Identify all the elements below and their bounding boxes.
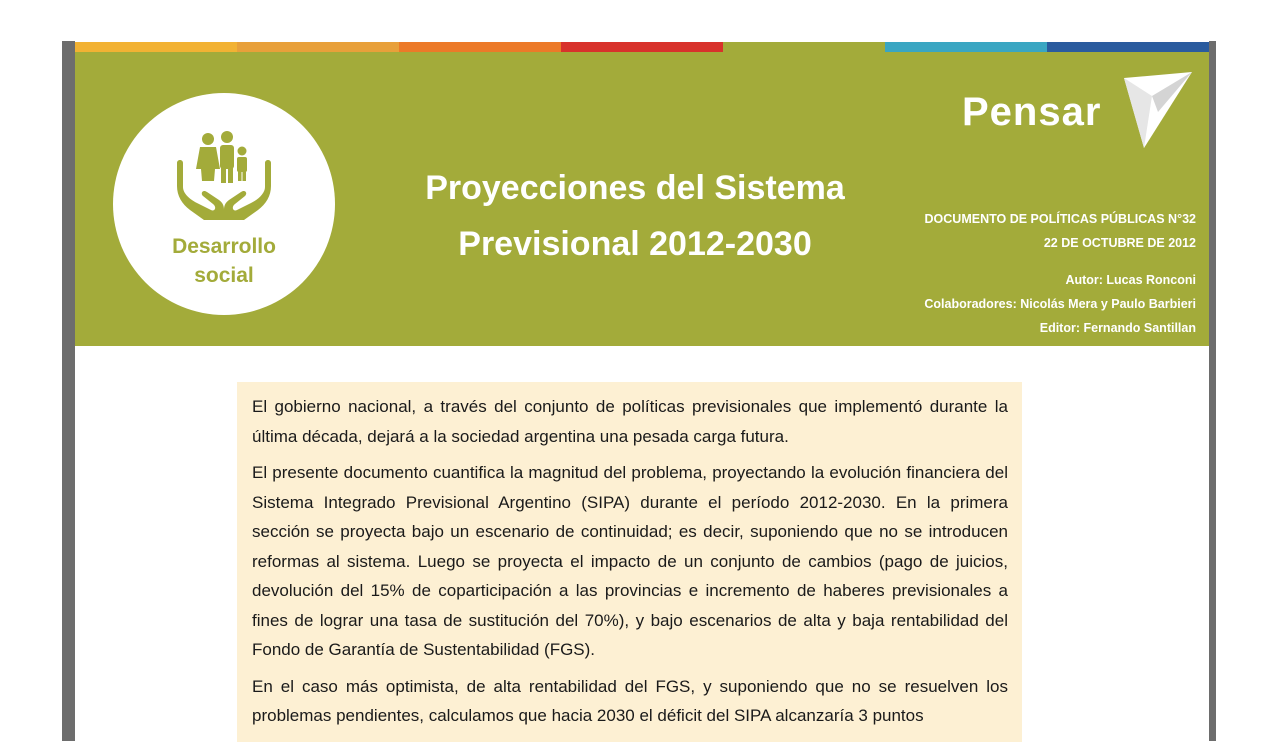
document-title (395, 160, 875, 272)
strip-segment-red (561, 42, 723, 52)
summary-text (252, 392, 1008, 738)
category-label-line1: Desarrollo (172, 235, 276, 258)
strip-segment-green (723, 42, 885, 52)
summary-paragraph: El presente documento cuantifica la magnitud del problema, proyectando la evolución financiera del Sistema Integrado Previsional Argentino (SIPA) durante el período 2012-2030. En la primera sección se proyecta bajo un escenario de continuidad; es decir, suponiendo que no se introducen reformas al sistema. Luego se proyecta el impacto de un conjunto de cambios (pago de juicios, devolución del 15% de coparticipación a las provincias e incremento de haberes previsionales a fines de lograr una tasa de sustitución del 70%), y bajo escenarios de alta y baja rentabilidad del Fondo de Garantía de Sustentabilidad (FGS). (252, 463, 1008, 659)
category-label-line2: social (194, 264, 254, 287)
summary-paragraph: En el caso más optimista, de alta rentabilidad del FGS, y suponiendo que no se resuelven los problemas pendientes, calculamos que hacia 2030 el déficit del SIPA alcanzaría 3 puntos (252, 676, 1008, 725)
brand-name: Pensar (962, 90, 1102, 134)
author-line: Autor: Lucas Ronconi (1065, 273, 1196, 287)
strip-segment-orange (399, 42, 561, 52)
document-date: 22 DE OCTUBRE DE 2012 (1043, 236, 1196, 250)
strip-segment-yellow (75, 42, 237, 52)
strip-segment-blue (1047, 42, 1209, 52)
document-type: DOCUMENTO DE POLÍTICAS PÚBLICAS N°32 (924, 212, 1196, 226)
category-badge (113, 93, 335, 315)
executive-summary-box (237, 382, 1022, 742)
editor-line: Editor: Fernando Santillan (1039, 321, 1196, 335)
strip-segment-cyan (885, 42, 1047, 52)
brand-logo (960, 72, 1192, 156)
page-flag-icon (1122, 72, 1194, 152)
title-line1: Proyecciones del Sistema (425, 169, 845, 207)
summary-paragraph: El gobierno nacional, a través del conjunto de políticas previsionales que implementó durante la última década, dejará a la sociedad argentina una pesada carga futura. (252, 397, 1008, 446)
title-line2: Previsional 2012-2030 (458, 225, 812, 263)
collaborators-line: Colaboradores: Nicolás Mera y Paulo Barbieri (924, 297, 1196, 311)
color-strip (75, 42, 1209, 52)
family-in-hands-icon (175, 129, 273, 221)
strip-segment-amber (237, 42, 399, 52)
